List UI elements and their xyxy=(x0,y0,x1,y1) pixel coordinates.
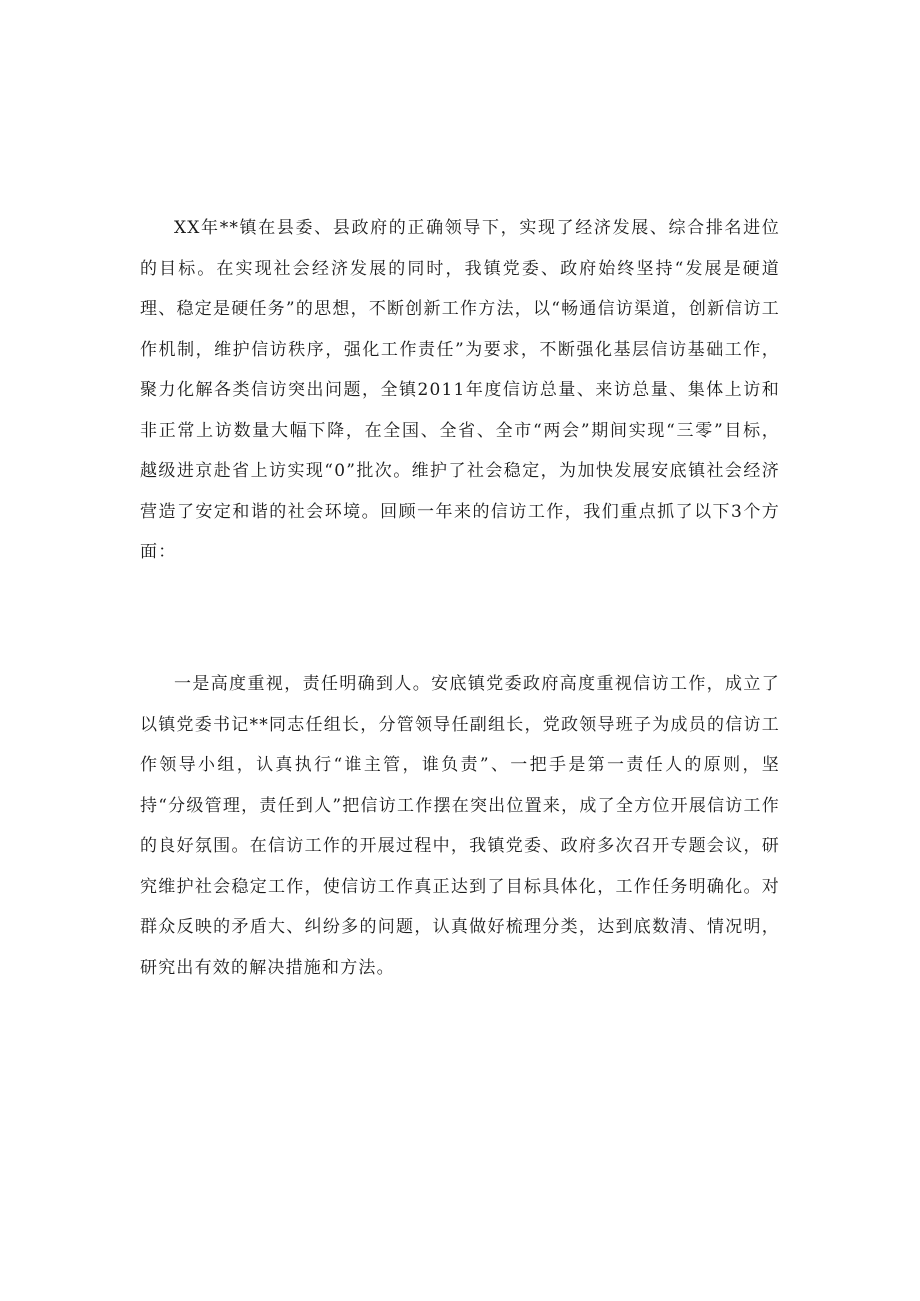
paragraph-point-one: 一是高度重视，责任明确到人。安底镇党委政府高度重视信访工作，成立了以镇党委书记**同志任组长，分管领导任副组长，党政领导班子为成员的信访工作领导小组，认真执行“谁主管，谁负责”、一把手是第一责任人的原则，坚持“分级管理，责任到人”把信访工作摆在突出位置来，成了全方位开展信访工作的良好氛围。在信访工作的开展过程中，我镇党委、政府多次召开专题会议，研究维护社会稳定工作，使信访工作真正达到了目标具体化，工作任务明确化。对群众反映的矛盾大、纠纷多的问题，认真做好梳理分类，达到底数清、情况明，研究出有效的解决措施和方法。 xyxy=(140,674,780,978)
paragraph-intro: XX年**镇在县委、县政府的正确领导下，实现了经济发展、综合排名进位的目标。在实现社会经济发展的同时，我镇党委、政府始终坚持“发展是硬道理、稳定是硬任务”的思想，不断创新工作方法，以“畅通信访渠道，创新信访工作机制，维护信访秩序，强化工作责任”为要求，不断强化基层信访基础工作，聚力化解各类信访突出问题，全镇2011年度信访总量、来访总量、集体上访和非正常上访数量大幅下降，在全国、全省、全市“两会”期间实现“三零”目标，越级进京赴省上访实现“0”批次。维护了社会稳定，为加快发展安底镇社会经济营造了安定和谐的社会环境。回顾一年来的信访工作，我们重点抓了以下3个方面： xyxy=(140,218,780,562)
